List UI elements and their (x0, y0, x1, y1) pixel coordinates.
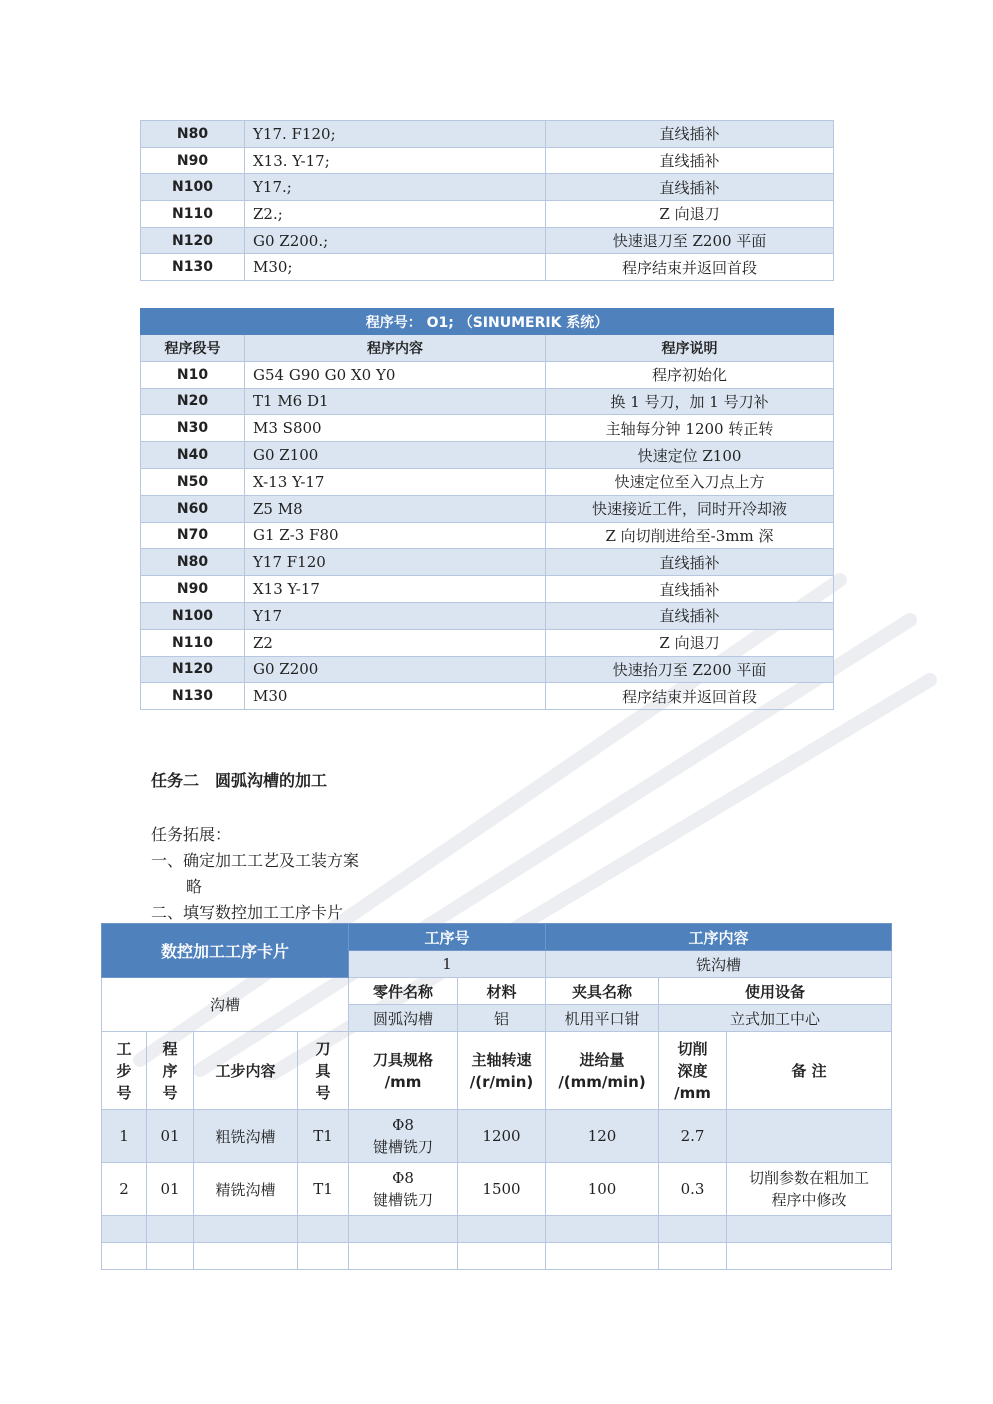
table-row (141, 522, 834, 549)
spindle-speed: 1200 (458, 1110, 546, 1163)
table-row (141, 576, 834, 603)
block-number: N10 (141, 361, 245, 388)
block-number: N90 (141, 576, 245, 603)
block-code: M30; (245, 254, 546, 281)
step-content: 精铣沟槽 (194, 1163, 298, 1216)
paragraph-step-two: 二、填写数控加工工序卡片 (151, 903, 344, 922)
table-row (141, 495, 834, 522)
table-row-empty (102, 1243, 892, 1270)
tool-spec: Φ8 键槽铣刀 (349, 1163, 458, 1216)
table-row (141, 227, 834, 254)
card-column-header-row (102, 1032, 892, 1110)
block-code: X-13 Y-17 (245, 468, 546, 495)
tool-number: T1 (298, 1163, 349, 1216)
tool-spec: Φ8 键槽铣刀 (349, 1110, 458, 1163)
program-table-sinumerik (140, 308, 834, 710)
col-tool-header: 刀 具 号 (298, 1032, 349, 1110)
table-row (141, 629, 834, 656)
block-desc: 换 1 号刀，加 1 号刀补 (546, 388, 834, 415)
block-number: N90 (141, 147, 245, 174)
tool-number: T1 (298, 1110, 349, 1163)
block-desc: 快速接近工件，同时开冷却液 (546, 495, 834, 522)
block-number: N20 (141, 388, 245, 415)
block-code: M3 S800 (245, 415, 546, 442)
block-desc: Z 向退刀 (546, 629, 834, 656)
block-desc: 直线插补 (546, 576, 834, 603)
block-code: G1 Z-3 F80 (245, 522, 546, 549)
cut-depth: 2.7 (659, 1110, 727, 1163)
col-feed-header: 进给量 /(mm/min) (546, 1032, 659, 1110)
block-code: G0 Z200 (245, 656, 546, 683)
cut-depth: 0.3 (659, 1163, 727, 1216)
process-card-table (101, 923, 892, 1270)
block-code: Z5 M8 (245, 495, 546, 522)
block-code: Z2.; (245, 201, 546, 228)
table-title: 程序号： O1; （SINUMERIK 系统） (141, 309, 834, 335)
table-row (141, 201, 834, 228)
table-row (102, 1163, 892, 1216)
block-desc: 直线插补 (546, 147, 834, 174)
block-number: N80 (141, 549, 245, 576)
feed-rate: 120 (546, 1110, 659, 1163)
step-number: 2 (102, 1163, 147, 1216)
block-desc: 快速抬刀至 Z200 平面 (546, 656, 834, 683)
feed-rate: 100 (546, 1163, 659, 1216)
card-header-row (102, 924, 892, 951)
table-row (141, 656, 834, 683)
column-header: 程序内容 (245, 335, 546, 362)
step-number: 1 (102, 1110, 147, 1163)
block-number: N110 (141, 629, 245, 656)
fixture-value: 机用平口钳 (546, 1005, 659, 1032)
table-row (141, 683, 834, 710)
block-number: N40 (141, 442, 245, 469)
column-header: 程序说明 (546, 335, 834, 362)
block-code: G54 G90 G0 X0 Y0 (245, 361, 546, 388)
block-number: N30 (141, 415, 245, 442)
block-desc: 直线插补 (546, 602, 834, 629)
table-row (102, 1110, 892, 1163)
block-code: G0 Z100 (245, 442, 546, 469)
block-number: N130 (141, 683, 245, 710)
block-number: N120 (141, 227, 245, 254)
part-value: 沟槽 (102, 978, 349, 1032)
col-depth-header: 切削 深度 /mm (659, 1032, 727, 1110)
step-note: 切削参数在粗加工 程序中修改 (727, 1163, 892, 1216)
block-code: G0 Z200.; (245, 227, 546, 254)
table-row (141, 468, 834, 495)
block-number: N80 (141, 121, 245, 148)
proc-no-value: 1 (349, 951, 546, 978)
block-desc: Z 向退刀 (546, 201, 834, 228)
block-code: Y17 F120 (245, 549, 546, 576)
block-desc: 直线插补 (546, 174, 834, 201)
block-number: N110 (141, 201, 245, 228)
table-row (141, 442, 834, 469)
block-desc: 快速定位 Z100 (546, 442, 834, 469)
program-table-continued (140, 120, 834, 281)
block-desc: 程序初始化 (546, 361, 834, 388)
proc-no-label: 工序号 (349, 924, 546, 951)
block-code: X13. Y-17; (245, 147, 546, 174)
equipment-value: 立式加工中心 (659, 1005, 892, 1032)
paragraph-step-one: 一、确定加工工艺及工装方案 (151, 851, 360, 870)
block-code: Y17.; (245, 174, 546, 201)
block-number: N130 (141, 254, 245, 281)
table-row (141, 415, 834, 442)
step-note (727, 1110, 892, 1163)
table-row (141, 602, 834, 629)
col-speed-header: 主轴转速 /(r/min) (458, 1032, 546, 1110)
block-desc: Z 向切削进给至-3mm 深 (546, 522, 834, 549)
block-desc: 快速定位至入刀点上方 (546, 468, 834, 495)
table-row (141, 254, 834, 281)
block-desc: 程序结束并返回首段 (546, 254, 834, 281)
table-row (141, 121, 834, 148)
section-heading: 任务二 圆弧沟槽的加工 (151, 771, 328, 790)
paragraph-task-extension: 任务拓展： (151, 825, 232, 844)
col-spec-header: 刀具规格 /mm (349, 1032, 458, 1110)
block-number: N50 (141, 468, 245, 495)
table-header-row (141, 335, 834, 362)
part-name-label: 零件名称 (349, 978, 458, 1005)
block-desc: 直线插补 (546, 121, 834, 148)
table-row (141, 147, 834, 174)
equipment-label: 使用设备 (659, 978, 892, 1005)
col-content-header: 工步内容 (194, 1032, 298, 1110)
table-row (141, 361, 834, 388)
col-note-header: 备 注 (727, 1032, 892, 1110)
proc-content-label: 工序内容 (546, 924, 892, 951)
program-number: 01 (147, 1110, 194, 1163)
column-header: 程序段号 (141, 335, 245, 362)
table-row (141, 174, 834, 201)
card-title: 数控加工工序卡片 (102, 924, 349, 978)
block-number: N70 (141, 522, 245, 549)
block-desc: 主轴每分钟 1200 转正转 (546, 415, 834, 442)
program-number: 01 (147, 1163, 194, 1216)
step-content: 粗铣沟槽 (194, 1110, 298, 1163)
material-value: 铝 (458, 1005, 546, 1032)
col-prog-header: 程 序 号 (147, 1032, 194, 1110)
table-title-row (141, 309, 834, 335)
block-desc: 快速退刀至 Z200 平面 (546, 227, 834, 254)
proc-content-value: 铣沟槽 (546, 951, 892, 978)
part-name-value: 圆弧沟槽 (349, 1005, 458, 1032)
block-code: T1 M6 D1 (245, 388, 546, 415)
block-number: N100 (141, 174, 245, 201)
spindle-speed: 1500 (458, 1163, 546, 1216)
block-desc: 程序结束并返回首段 (546, 683, 834, 710)
material-label: 材料 (458, 978, 546, 1005)
fixture-label: 夹具名称 (546, 978, 659, 1005)
block-number: N120 (141, 656, 245, 683)
card-label-row (102, 978, 892, 1005)
block-code: Z2 (245, 629, 546, 656)
block-number: N100 (141, 602, 245, 629)
table-row (141, 549, 834, 576)
table-row-empty (102, 1216, 892, 1243)
block-code: X13 Y-17 (245, 576, 546, 603)
col-step-header: 工 步 号 (102, 1032, 147, 1110)
table-row (141, 388, 834, 415)
block-desc: 直线插补 (546, 549, 834, 576)
block-code: M30 (245, 683, 546, 710)
block-number: N60 (141, 495, 245, 522)
block-code: Y17. F120; (245, 121, 546, 148)
paragraph-omitted: 略 (186, 877, 203, 896)
block-code: Y17 (245, 602, 546, 629)
